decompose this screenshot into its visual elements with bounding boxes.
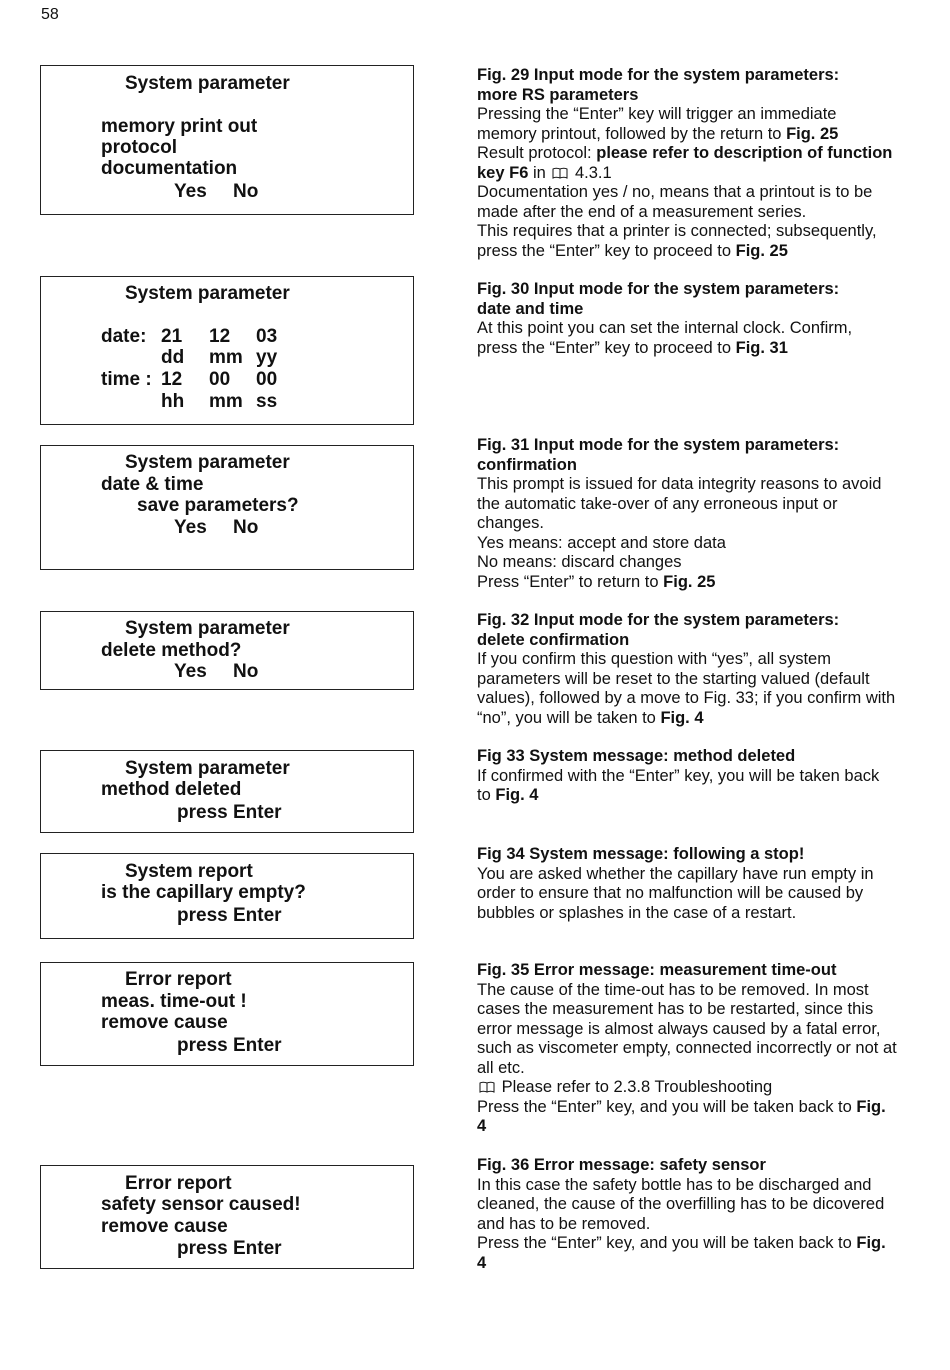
description-fig32 <box>477 611 897 728</box>
paragraph: Documentation yes / no, means that a printout is to be made after the end of a measurement series. <box>477 183 873 221</box>
figure-ref: Fig. 31 <box>735 338 788 357</box>
figure-ref: Fig. 25 <box>786 124 839 143</box>
figure-heading: Fig. 30 Input mode for the system parameters: <box>477 280 840 298</box>
screen-line: press Enter <box>177 802 282 823</box>
paragraph: If you confirm this question with “yes”, all system parameters will be reset to the starting valued (default values), followed by a move to Fig. 33; if you confirm with “no”, you will be taken to Fig. 4 <box>477 650 896 727</box>
time-hour: 12 <box>161 369 183 390</box>
screen-line: meas. time-out ! <box>101 991 247 1012</box>
paragraph: At this point you can set the internal clock. Confirm, press the “Enter” key to proceed to Fig. 31 <box>477 319 853 357</box>
mm-label: mm <box>209 391 243 412</box>
screen-line: press Enter <box>177 1238 282 1259</box>
no-option: No <box>233 661 259 682</box>
paragraph: This prompt is issued for data integrity reasons to avoid the automatic take-over of any erroneous input or changes. <box>477 475 882 532</box>
description-fig30 <box>477 280 897 358</box>
screen-title: System report <box>125 861 253 882</box>
paragraph: Pressing the “Enter” key will trigger an immediate memory printout, followed by the return to Fig. 25 <box>477 105 839 143</box>
page-number: 58 <box>41 6 59 23</box>
figure-heading: Fig. 35 Error message: measurement time-out <box>477 961 837 979</box>
figure-heading: date and time <box>477 299 584 318</box>
mm-label: mm <box>209 347 243 368</box>
book-icon <box>552 167 568 179</box>
display-screen-fig32 <box>40 611 414 690</box>
paragraph: If confirmed with the “Enter” key, you will be taken back to Fig. 4 <box>477 766 880 804</box>
figure-ref: Fig. 4 <box>660 708 704 727</box>
figure-heading: Fig 34 System message: following a stop! <box>477 845 805 863</box>
screen-title: Error report <box>125 969 232 990</box>
screen-line: method deleted <box>101 779 242 800</box>
yes-option: Yes <box>174 661 207 682</box>
screen-title: System parameter <box>125 758 290 779</box>
screen-line: press Enter <box>177 1035 282 1056</box>
display-screen-fig30 <box>40 276 414 425</box>
description-fig33 <box>477 747 897 806</box>
paragraph: This requires that a printer is connected; subsequently, press the “Enter” key to proceed to Fig. 25 <box>477 222 877 260</box>
description-fig36 <box>477 1156 897 1273</box>
description-fig31 <box>477 436 897 592</box>
paragraph: In this case the safety bottle has to be discharged and cleaned, the cause of the overfilling has to be dicovered and has to be removed. <box>477 1175 885 1233</box>
screen-line: delete method? <box>101 640 242 661</box>
display-screen-fig34 <box>40 853 414 939</box>
hh-label: hh <box>161 391 185 412</box>
time-minute: 00 <box>209 369 231 390</box>
date-month: 12 <box>209 326 231 347</box>
yy-label: yy <box>256 347 278 368</box>
figure-heading: Fig. 29 Input mode for the system parameters: <box>477 66 840 84</box>
figure-heading: confirmation <box>477 455 577 474</box>
figure-heading: Fig. 32 Input mode for the system parameters: <box>477 611 840 629</box>
paragraph: Press “Enter” to return to Fig. 25 <box>477 572 716 591</box>
paragraph: Result protocol: please refer to description of function key F6 in 4.3.1 <box>477 144 893 182</box>
figure-heading: more RS parameters <box>477 85 639 104</box>
screen-line: is the capillary empty? <box>101 882 306 903</box>
screen-title: Error report <box>125 1173 232 1194</box>
figure-ref: Fig. 4 <box>495 786 539 804</box>
screen-title: System parameter <box>125 73 290 94</box>
screen-line: protocol <box>101 137 177 158</box>
description-fig34 <box>477 845 897 923</box>
figure-ref: Fig. 25 <box>663 572 716 591</box>
screen-title: System parameter <box>125 618 290 639</box>
figure-ref: Fig. 25 <box>735 241 788 260</box>
screen-line: safety sensor caused! <box>101 1194 301 1215</box>
screen-line: documentation <box>101 158 238 179</box>
paragraph: Press the “Enter” key, and you will be taken back to Fig. 4 <box>477 1234 886 1272</box>
time-label: time : <box>101 369 152 390</box>
display-screen-fig31 <box>40 445 414 570</box>
screen-line: date & time <box>101 474 204 495</box>
yes-option: Yes <box>174 181 207 202</box>
display-screen-fig29 <box>40 65 414 215</box>
description-fig35 <box>477 961 897 1137</box>
paragraph: No means: discard changes <box>477 553 682 571</box>
figure-heading: delete confirmation <box>477 630 630 649</box>
figure-heading: Fig 33 System message: method deleted <box>477 747 796 765</box>
figure-ref: Fig. 4 <box>477 1234 886 1272</box>
no-option: No <box>233 181 259 202</box>
paragraph: You are asked whether the capillary have run empty in order to ensure that no malfunction will be caused by bubbles or splashes in the case of a restart. <box>477 864 874 922</box>
ss-label: ss <box>256 391 278 412</box>
figure-ref: Fig. 4 <box>477 1097 886 1135</box>
paragraph: Yes means: accept and store data <box>477 533 726 552</box>
date-day: 21 <box>161 326 183 347</box>
date-label: date: <box>101 326 147 347</box>
screen-line: press Enter <box>177 905 282 926</box>
time-second: 00 <box>256 369 278 390</box>
display-screen-fig33 <box>40 750 414 833</box>
date-year: 03 <box>256 326 278 347</box>
paragraph: Press the “Enter” key, and you will be taken back to Fig. 4 <box>477 1097 886 1135</box>
screen-line: memory print out <box>101 116 258 137</box>
figure-heading: Fig. 36 Error message: safety sensor <box>477 1156 766 1174</box>
paragraph: Please refer to 2.3.8 Troubleshooting <box>477 1078 897 1098</box>
screen-line: remove cause <box>101 1012 228 1033</box>
no-option: No <box>233 517 259 538</box>
description-fig29 <box>477 66 897 261</box>
book-icon <box>479 1081 495 1093</box>
figure-heading: Fig. 31 Input mode for the system parameters: <box>477 436 840 454</box>
screen-title: System parameter <box>125 283 290 304</box>
screen-title: System parameter <box>125 452 290 473</box>
yes-option: Yes <box>174 517 207 538</box>
display-screen-fig36 <box>40 1165 414 1269</box>
screen-line: remove cause <box>101 1216 228 1237</box>
paragraph: The cause of the time-out has to be removed. In most cases the measurement has to be restarted, since this error message is almost always caused by a fatal error, such as viscometer empty, connected incorrectly or not at all etc. <box>477 980 897 1077</box>
dd-label: dd <box>161 347 185 368</box>
screen-line: save parameters? <box>137 495 299 516</box>
display-screen-fig35 <box>40 962 414 1066</box>
